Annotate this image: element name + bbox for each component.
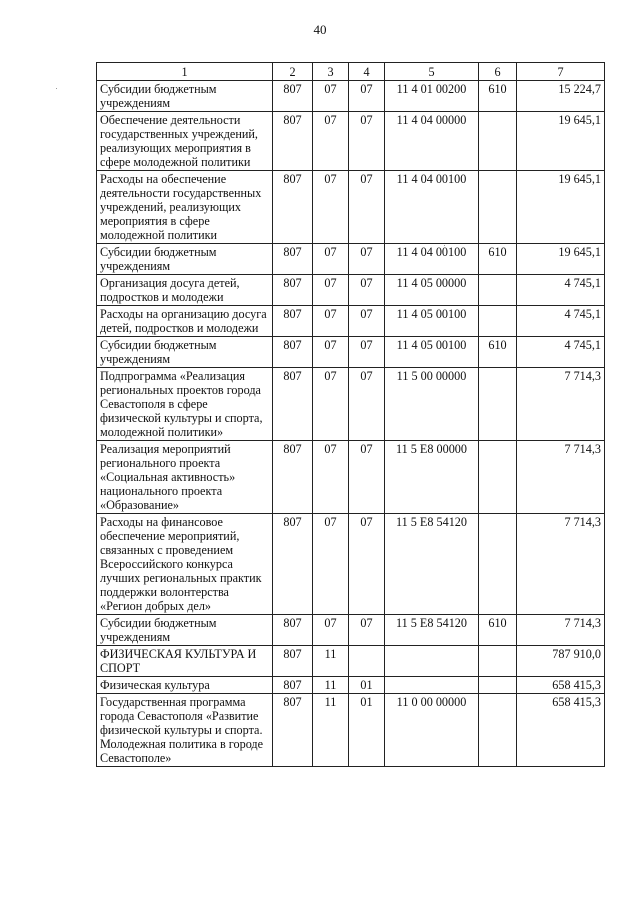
- row-pr: 07: [349, 368, 385, 441]
- row-name: Субсидии бюджетным учреждениям: [97, 81, 273, 112]
- row-pr: 07: [349, 441, 385, 514]
- row-csr: 11 4 01 00200: [385, 81, 479, 112]
- row-rz: 07: [313, 112, 349, 171]
- table-row: [97, 275, 605, 306]
- row-sum: 15 224,7: [517, 81, 605, 112]
- row-sum: 19 645,1: [517, 244, 605, 275]
- row-gr: 807: [273, 694, 313, 767]
- row-csr: 11 0 00 00000: [385, 694, 479, 767]
- table-row: [97, 112, 605, 171]
- row-rz: 07: [313, 337, 349, 368]
- column-header: 5: [385, 63, 479, 81]
- row-rz: 07: [313, 615, 349, 646]
- row-name: ФИЗИЧЕСКАЯ КУЛЬТУРА И СПОРТ: [97, 646, 273, 677]
- row-csr: 11 4 04 00100: [385, 171, 479, 244]
- table-header-row: [97, 63, 605, 81]
- row-gr: 807: [273, 677, 313, 694]
- row-rz: 11: [313, 646, 349, 677]
- row-pr: 07: [349, 81, 385, 112]
- row-rz: 07: [313, 171, 349, 244]
- row-gr: 807: [273, 306, 313, 337]
- row-name: Расходы на обеспечение деятельности государственных учреждений, реализующих мероприятия в сфере молодежной политики: [97, 171, 273, 244]
- row-vr: 610: [479, 81, 517, 112]
- row-vr: 610: [479, 337, 517, 368]
- row-rz: 11: [313, 677, 349, 694]
- table-row: [97, 244, 605, 275]
- row-gr: 807: [273, 514, 313, 615]
- row-rz: 07: [313, 368, 349, 441]
- row-csr: 11 4 05 00100: [385, 337, 479, 368]
- row-csr: [385, 646, 479, 677]
- row-name: Подпрограмма «Реализация региональных проектов города Севастополя в сфере физической культуры и спорта, молодежной политики»: [97, 368, 273, 441]
- row-vr: [479, 441, 517, 514]
- row-vr: [479, 171, 517, 244]
- column-header: 3: [313, 63, 349, 81]
- row-csr: 11 5 00 00000: [385, 368, 479, 441]
- scan-speck: [56, 88, 57, 89]
- row-csr: 11 4 04 00100: [385, 244, 479, 275]
- row-vr: [479, 694, 517, 767]
- row-vr: [479, 275, 517, 306]
- row-sum: 4 745,1: [517, 306, 605, 337]
- row-sum: 7 714,3: [517, 368, 605, 441]
- table-row: [97, 441, 605, 514]
- table-row: [97, 677, 605, 694]
- row-gr: 807: [273, 244, 313, 275]
- row-name: Субсидии бюджетным учреждениям: [97, 244, 273, 275]
- row-gr: 807: [273, 368, 313, 441]
- column-header: 7: [517, 63, 605, 81]
- row-csr: 11 5 E8 54120: [385, 615, 479, 646]
- row-name: Субсидии бюджетным учреждениям: [97, 337, 273, 368]
- row-vr: 610: [479, 244, 517, 275]
- row-sum: 658 415,3: [517, 677, 605, 694]
- row-pr: 07: [349, 306, 385, 337]
- row-gr: 807: [273, 615, 313, 646]
- row-vr: [479, 306, 517, 337]
- table-row: [97, 171, 605, 244]
- row-name: Государственная программа города Севастополя «Развитие физической культуры и спорта. Молодежная политика в городе Севастополе»: [97, 694, 273, 767]
- table-row: [97, 81, 605, 112]
- row-pr: 07: [349, 244, 385, 275]
- row-gr: 807: [273, 81, 313, 112]
- row-rz: 07: [313, 441, 349, 514]
- row-rz: 11: [313, 694, 349, 767]
- row-sum: 19 645,1: [517, 171, 605, 244]
- row-vr: [479, 514, 517, 615]
- row-name: Организация досуга детей, подростков и молодежи: [97, 275, 273, 306]
- row-pr: [349, 646, 385, 677]
- table-row: [97, 337, 605, 368]
- row-gr: 807: [273, 275, 313, 306]
- row-rz: 07: [313, 275, 349, 306]
- row-gr: 807: [273, 441, 313, 514]
- table-row: [97, 694, 605, 767]
- table-row: [97, 615, 605, 646]
- row-pr: 07: [349, 514, 385, 615]
- row-rz: 07: [313, 306, 349, 337]
- row-gr: 807: [273, 337, 313, 368]
- row-csr: 11 4 05 00100: [385, 306, 479, 337]
- table-row: [97, 646, 605, 677]
- row-sum: 19 645,1: [517, 112, 605, 171]
- column-header: 1: [97, 63, 273, 81]
- row-sum: 4 745,1: [517, 275, 605, 306]
- column-header: 6: [479, 63, 517, 81]
- table-row: [97, 368, 605, 441]
- row-name: Обеспечение деятельности государственных учреждений, реализующих мероприятия в сфере молодежной политики: [97, 112, 273, 171]
- row-csr: 11 5 E8 54120: [385, 514, 479, 615]
- row-vr: 610: [479, 615, 517, 646]
- row-sum: 7 714,3: [517, 441, 605, 514]
- budget-table: [96, 62, 605, 767]
- row-sum: 4 745,1: [517, 337, 605, 368]
- row-rz: 07: [313, 244, 349, 275]
- row-sum: 658 415,3: [517, 694, 605, 767]
- table-row: [97, 306, 605, 337]
- row-pr: 01: [349, 694, 385, 767]
- row-pr: 07: [349, 112, 385, 171]
- row-pr: 07: [349, 171, 385, 244]
- row-vr: [479, 112, 517, 171]
- row-csr: [385, 677, 479, 694]
- row-vr: [479, 677, 517, 694]
- row-csr: 11 5 E8 00000: [385, 441, 479, 514]
- row-pr: 07: [349, 615, 385, 646]
- row-sum: 7 714,3: [517, 514, 605, 615]
- row-name: Реализация мероприятий регионального проекта «Социальная активность» национального проекта «Образование»: [97, 441, 273, 514]
- row-vr: [479, 646, 517, 677]
- row-name: Расходы на организацию досуга детей, подростков и молодежи: [97, 306, 273, 337]
- row-rz: 07: [313, 514, 349, 615]
- row-vr: [479, 368, 517, 441]
- row-name: Физическая культура: [97, 677, 273, 694]
- page-number: 40: [313, 22, 327, 37]
- table-row: [97, 514, 605, 615]
- row-name: Расходы на финансовое обеспечение мероприятий, связанных с проведением Всероссийского конкурса лучших региональных практик поддержки волонтерства «Регион добрых дел»: [97, 514, 273, 615]
- column-header: 2: [273, 63, 313, 81]
- row-name: Субсидии бюджетным учреждениям: [97, 615, 273, 646]
- row-gr: 807: [273, 646, 313, 677]
- column-header: 4: [349, 63, 385, 81]
- row-csr: 11 4 05 00000: [385, 275, 479, 306]
- row-rz: 07: [313, 81, 349, 112]
- row-gr: 807: [273, 112, 313, 171]
- row-sum: 787 910,0: [517, 646, 605, 677]
- row-csr: 11 4 04 00000: [385, 112, 479, 171]
- row-pr: 07: [349, 275, 385, 306]
- row-sum: 7 714,3: [517, 615, 605, 646]
- row-gr: 807: [273, 171, 313, 244]
- row-pr: 01: [349, 677, 385, 694]
- row-pr: 07: [349, 337, 385, 368]
